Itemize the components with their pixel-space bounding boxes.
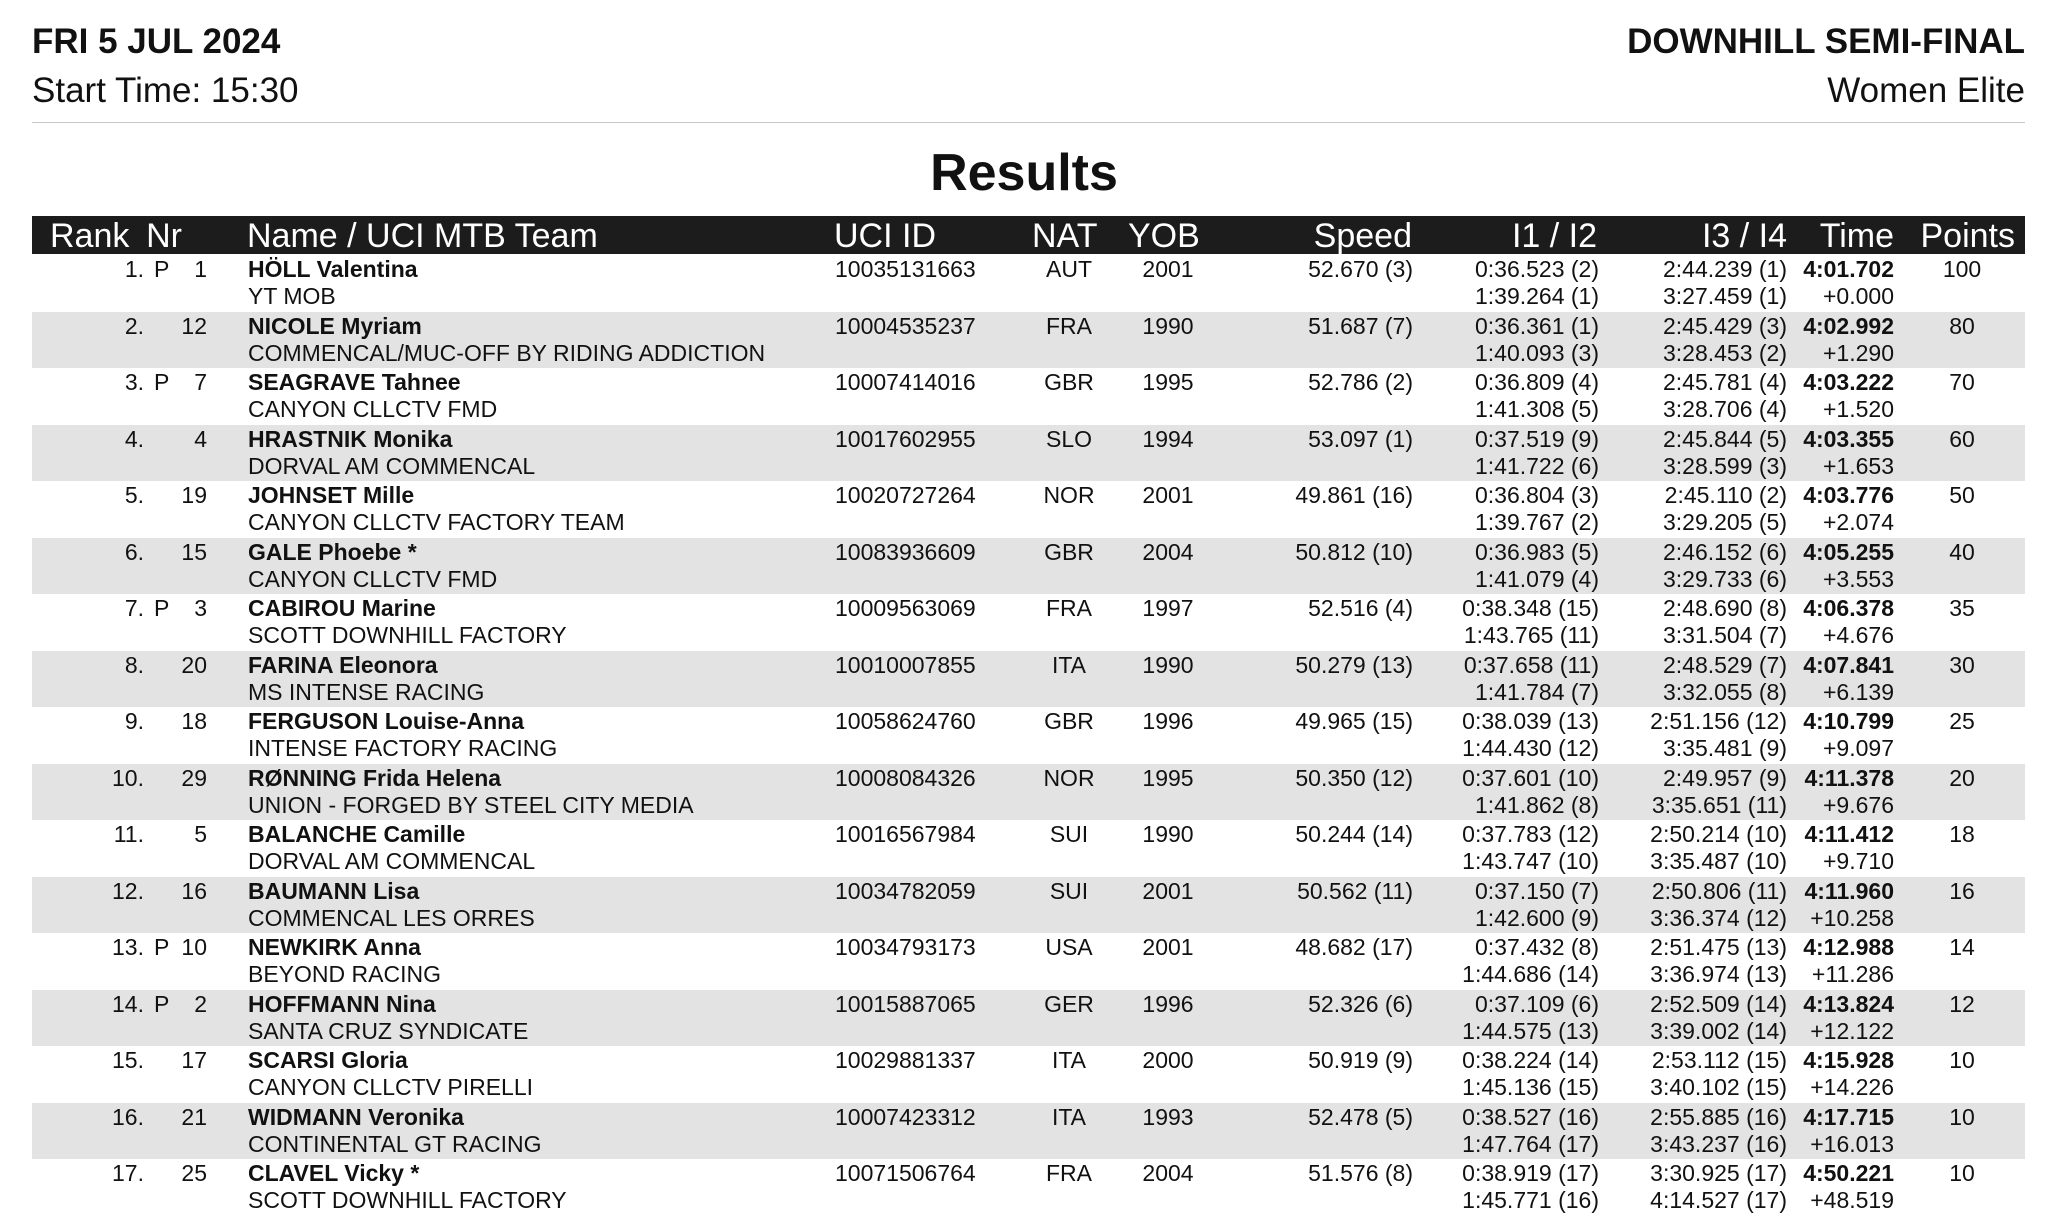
split-i2: 1:44.575 (13) — [1462, 1017, 1599, 1044]
team-name: DORVAL AM COMMENCAL — [248, 848, 536, 874]
split-i4: 3:35.651 (11) — [1651, 791, 1787, 818]
finish-time: 4:50.221 — [1803, 1160, 1894, 1186]
bib-number: 15 — [181, 538, 207, 565]
uci-id: 10058624760 — [835, 708, 976, 734]
year-of-birth: 1993 — [1142, 1103, 1194, 1130]
bib-number: 5 — [194, 821, 207, 847]
bib-number: 3 — [194, 595, 207, 621]
table-row — [32, 368, 2025, 425]
year-of-birth: 1997 — [1142, 595, 1194, 621]
team-name: CANYON CLLCTV PIRELLI — [248, 1074, 534, 1100]
team-name: CANYON CLLCTV FMD — [248, 396, 498, 422]
split-i3: 2:45.844 (5) — [1662, 425, 1787, 452]
bib-number: 20 — [181, 651, 207, 678]
split-i2: 1:43.765 (11) — [1463, 622, 1599, 648]
time-gap: +9.710 — [1823, 848, 1894, 874]
split-i4: 3:43.237 (16) — [1650, 1130, 1787, 1157]
nationality: AUT — [1046, 256, 1092, 282]
nationality: GBR — [1044, 708, 1094, 734]
speed-value: 50.350 (12) — [1295, 764, 1413, 791]
split-i3: 2:45.429 (3) — [1662, 312, 1787, 339]
split-i4: 3:29.733 (6) — [1662, 565, 1787, 592]
split-i1: 0:36.523 (2) — [1474, 256, 1599, 282]
time-gap: +4.676 — [1823, 622, 1894, 648]
rider-name: HÖLL Valentina — [248, 256, 418, 282]
split-i4: 3:27.459 (1) — [1662, 283, 1787, 309]
time-gap: +1.520 — [1823, 396, 1894, 422]
split-i3: 2:45.781 (4) — [1662, 369, 1787, 395]
table-row — [32, 707, 2025, 764]
points-value: 25 — [1949, 708, 1975, 734]
col-name-team: Name / UCI MTB Team — [247, 217, 598, 255]
speed-value: 48.682 (17) — [1295, 934, 1413, 960]
page-title: Results — [930, 144, 1118, 202]
year-of-birth: 1990 — [1142, 312, 1194, 339]
speed-value: 50.244 (14) — [1295, 821, 1413, 847]
finish-time: 4:06.378 — [1803, 595, 1894, 621]
speed-value: 50.812 (10) — [1295, 538, 1413, 565]
split-i2: 1:41.784 (7) — [1474, 678, 1599, 705]
split-i2: 1:41.862 (8) — [1474, 791, 1599, 818]
split-i2: 1:41.079 (4) — [1474, 565, 1599, 592]
points-value: 50 — [1949, 482, 1975, 508]
nationality: NOR — [1043, 482, 1095, 508]
time-gap: +0.000 — [1823, 283, 1894, 309]
finish-time: 4:01.702 — [1803, 256, 1894, 282]
time-gap: +10.258 — [1810, 904, 1894, 931]
split-i4: 3:28.453 (2) — [1662, 339, 1787, 366]
uci-id: 10034782059 — [835, 877, 976, 904]
split-i3: 2:51.475 (13) — [1650, 934, 1787, 960]
split-i2: 1:39.264 (1) — [1474, 283, 1599, 309]
results-table-header — [32, 216, 2025, 254]
rank-cell: 6. — [124, 538, 144, 565]
split-i2: 1:44.686 (14) — [1462, 961, 1599, 987]
points-value: 16 — [1949, 877, 1975, 904]
team-name: MS INTENSE RACING — [248, 678, 485, 705]
table-row — [32, 651, 2025, 708]
team-name: CANYON CLLCTV FMD — [248, 565, 498, 592]
team-name: BEYOND RACING — [248, 961, 441, 987]
col-time: Time — [1819, 217, 1894, 255]
year-of-birth: 2001 — [1142, 482, 1194, 508]
table-row — [32, 820, 2025, 877]
points-value: 80 — [1949, 312, 1975, 339]
time-gap: +12.122 — [1810, 1017, 1894, 1044]
rank-cell: 10. — [112, 764, 144, 791]
rider-name: HOFFMANN Nina — [248, 990, 436, 1017]
team-name: COMMENCAL LES ORRES — [248, 904, 535, 931]
bib-number: 2 — [194, 990, 207, 1017]
rank-cell: 8. — [124, 651, 144, 678]
split-i1: 0:37.519 (9) — [1474, 425, 1599, 452]
time-gap: +16.013 — [1810, 1130, 1894, 1157]
split-i3: 2:49.957 (9) — [1662, 764, 1787, 791]
split-i3: 2:50.214 (10) — [1650, 821, 1787, 847]
time-gap: +3.553 — [1823, 565, 1894, 592]
split-i2: 1:42.600 (9) — [1474, 904, 1599, 931]
split-i4: 3:28.599 (3) — [1662, 452, 1787, 479]
bib-number: 1 — [194, 256, 207, 282]
col-yob: YOB — [1128, 217, 1200, 255]
rider-name: HRASTNIK Monika — [248, 425, 453, 452]
points-value: 14 — [1949, 934, 1975, 960]
split-i2: 1:40.093 (3) — [1474, 339, 1599, 366]
split-i4: 3:28.706 (4) — [1662, 396, 1787, 422]
split-i2: 1:47.764 (17) — [1462, 1130, 1599, 1157]
rank-cell: 13. — [112, 934, 144, 960]
rider-name: FERGUSON Louise-Anna — [248, 708, 525, 734]
speed-value: 52.326 (6) — [1308, 990, 1413, 1017]
points-value: 20 — [1949, 764, 1975, 791]
split-i1: 0:38.919 (17) — [1462, 1160, 1599, 1186]
speed-value: 51.576 (8) — [1308, 1160, 1413, 1186]
time-gap: +14.226 — [1810, 1074, 1894, 1100]
split-i3: 2:50.806 (11) — [1651, 877, 1787, 904]
bib-number: 10 — [181, 934, 207, 960]
finish-time: 4:17.715 — [1803, 1103, 1894, 1130]
header-left — [32, 18, 299, 116]
uci-id: 10016567984 — [835, 821, 976, 847]
split-i1: 0:36.804 (3) — [1474, 482, 1599, 508]
finish-time: 4:07.841 — [1803, 651, 1894, 678]
uci-id: 10010007855 — [835, 651, 976, 678]
rider-name: SEAGRAVE Tahnee — [248, 369, 461, 395]
split-i3: 2:45.110 (2) — [1664, 482, 1787, 508]
table-row — [32, 594, 2025, 651]
time-gap: +1.653 — [1823, 452, 1894, 479]
split-i2: 1:43.747 (10) — [1462, 848, 1599, 874]
rank-cell: 11. — [113, 821, 144, 847]
bib-number: 7 — [194, 369, 207, 395]
uci-id: 10008084326 — [835, 764, 976, 791]
split-i1: 0:38.527 (16) — [1462, 1103, 1599, 1130]
time-gap: +9.676 — [1823, 791, 1894, 818]
col-rank: Rank — [50, 217, 130, 255]
header-divider — [32, 122, 2025, 123]
rider-name: WIDMANN Veronika — [248, 1103, 464, 1130]
split-i1: 0:36.361 (1) — [1474, 312, 1599, 339]
points-value: 30 — [1949, 651, 1975, 678]
year-of-birth: 1996 — [1142, 708, 1194, 734]
nationality: FRA — [1046, 312, 1092, 339]
bib-number: 21 — [181, 1103, 207, 1130]
rider-name: BAUMANN Lisa — [248, 877, 420, 904]
speed-value: 51.687 (7) — [1308, 312, 1413, 339]
table-row — [32, 933, 2025, 990]
split-i4: 3:35.481 (9) — [1662, 735, 1787, 761]
col-uci-id: UCI ID — [834, 217, 936, 255]
rider-name: CABIROU Marine — [248, 595, 436, 621]
split-i2: 1:45.136 (15) — [1462, 1074, 1599, 1100]
nationality: FRA — [1046, 595, 1092, 621]
rider-name: JOHNSET Mille — [248, 482, 415, 508]
points-value: 40 — [1949, 538, 1975, 565]
year-of-birth: 2004 — [1142, 538, 1194, 565]
race-date: FRI 5 JUL 2024 — [32, 22, 281, 61]
points-value: 100 — [1942, 256, 1982, 282]
points-value: 70 — [1949, 369, 1975, 395]
rider-name: CLAVEL Vicky * — [248, 1160, 420, 1186]
split-i3: 2:55.885 (16) — [1650, 1103, 1787, 1130]
split-i1: 0:37.783 (12) — [1462, 821, 1599, 847]
podium-flag: P — [154, 369, 170, 395]
uci-id: 10004535237 — [835, 312, 976, 339]
col-nat: NAT — [1032, 217, 1098, 255]
split-i1: 0:38.039 (13) — [1462, 708, 1599, 734]
table-row — [32, 1159, 2025, 1216]
split-i4: 3:36.974 (13) — [1650, 961, 1787, 987]
rider-name: RØNNING Frida Helena — [248, 764, 502, 791]
rank-cell: 16. — [112, 1103, 144, 1130]
split-i3: 3:30.925 (17) — [1650, 1160, 1787, 1186]
split-i1: 0:37.432 (8) — [1474, 934, 1599, 960]
split-i2: 1:44.430 (12) — [1462, 735, 1599, 761]
split-i4: 3:31.504 (7) — [1662, 622, 1787, 648]
uci-id: 10035131663 — [835, 256, 976, 282]
speed-value: 52.786 (2) — [1308, 369, 1413, 395]
speed-value: 50.279 (13) — [1295, 651, 1413, 678]
rider-name: BALANCHE Camille — [248, 821, 466, 847]
rank-cell: 9. — [124, 708, 144, 734]
split-i1: 0:37.601 (10) — [1462, 764, 1599, 791]
speed-value: 49.965 (15) — [1295, 708, 1413, 734]
nationality: GBR — [1044, 538, 1094, 565]
rider-name: GALE Phoebe * — [248, 538, 417, 565]
split-i1: 0:37.109 (6) — [1474, 990, 1599, 1017]
split-i3: 2:48.529 (7) — [1662, 651, 1787, 678]
split-i1: 0:37.658 (11) — [1463, 651, 1599, 678]
nationality: ITA — [1051, 1103, 1087, 1130]
rank-cell: 17. — [112, 1160, 144, 1186]
uci-id: 10007414016 — [835, 369, 976, 395]
split-i3: 2:48.690 (8) — [1662, 595, 1787, 621]
team-name: COMMENCAL/MUC-OFF BY RIDING ADDICTION — [248, 339, 766, 366]
split-i3: 2:46.152 (6) — [1662, 538, 1787, 565]
rank-cell: 2. — [124, 312, 144, 339]
col-nr: Nr — [146, 217, 182, 255]
podium-flag: P — [154, 934, 170, 960]
split-i4: 3:32.055 (8) — [1662, 678, 1787, 705]
nationality: SUI — [1049, 821, 1089, 847]
split-i4: 3:35.487 (10) — [1650, 848, 1787, 874]
finish-time: 4:11.960 — [1804, 877, 1894, 904]
bib-number: 4 — [194, 425, 207, 452]
header-right — [1627, 18, 2025, 116]
year-of-birth: 1995 — [1142, 764, 1194, 791]
points-value: 18 — [1949, 821, 1975, 847]
rank-cell: 5. — [124, 482, 144, 508]
speed-value: 50.562 (11) — [1297, 877, 1413, 904]
split-i3: 2:51.156 (12) — [1650, 708, 1787, 734]
table-row — [32, 1046, 2025, 1103]
nationality: GER — [1044, 990, 1094, 1017]
rank-cell: 3. — [124, 369, 144, 395]
speed-value: 49.861 (16) — [1295, 482, 1413, 508]
speed-value: 52.478 (5) — [1308, 1103, 1413, 1130]
speed-value: 52.670 (3) — [1308, 256, 1413, 282]
col-speed: Speed — [1313, 217, 1412, 255]
nationality: USA — [1045, 934, 1093, 960]
split-i4: 3:39.002 (14) — [1650, 1017, 1787, 1044]
nationality: NOR — [1043, 764, 1095, 791]
rider-name: NICOLE Myriam — [248, 312, 422, 339]
team-name: YT MOB — [248, 283, 336, 309]
points-value: 10 — [1949, 1047, 1975, 1073]
split-i1: 0:36.983 (5) — [1474, 538, 1599, 565]
year-of-birth: 2001 — [1142, 877, 1194, 904]
bib-number: 19 — [181, 482, 207, 508]
points-value: 10 — [1949, 1103, 1975, 1130]
table-row — [32, 538, 2025, 595]
split-i3: 2:44.239 (1) — [1662, 256, 1787, 282]
speed-value: 50.919 (9) — [1308, 1047, 1413, 1073]
bib-number: 18 — [181, 708, 207, 734]
team-name: INTENSE FACTORY RACING — [248, 735, 558, 761]
rider-name: FARINA Eleonora — [248, 651, 438, 678]
year-of-birth: 2000 — [1142, 1047, 1194, 1073]
col-points: Points — [1920, 217, 2015, 255]
speed-value: 52.516 (4) — [1308, 595, 1413, 621]
rank-cell: 12. — [112, 877, 144, 904]
finish-time: 4:03.222 — [1803, 369, 1894, 395]
finish-time: 4:15.928 — [1803, 1047, 1894, 1073]
year-of-birth: 1990 — [1142, 821, 1194, 847]
finish-time: 4:11.412 — [1804, 821, 1894, 847]
table-row — [32, 764, 2025, 821]
rank-cell: 7. — [124, 595, 144, 621]
table-row — [32, 425, 2025, 482]
team-name: CONTINENTAL GT RACING — [248, 1130, 542, 1157]
finish-time: 4:05.255 — [1803, 538, 1894, 565]
split-i4: 4:14.527 (17) — [1650, 1187, 1787, 1213]
finish-time: 4:12.988 — [1803, 934, 1894, 960]
start-time: Start Time: 15:30 — [32, 71, 299, 110]
split-i4: 3:40.102 (15) — [1650, 1074, 1787, 1100]
split-i2: 1:39.767 (2) — [1474, 509, 1599, 535]
uci-id: 10009563069 — [835, 595, 976, 621]
uci-id: 10083936609 — [835, 538, 976, 565]
results-table-body — [32, 255, 2025, 1216]
nationality: SUI — [1049, 877, 1089, 904]
split-i2: 1:41.308 (5) — [1474, 396, 1599, 422]
time-gap: +11.286 — [1811, 961, 1894, 987]
finish-time: 4:13.824 — [1803, 990, 1894, 1017]
uci-id: 10015887065 — [835, 990, 976, 1017]
bib-number: 17 — [181, 1047, 207, 1073]
year-of-birth: 2001 — [1142, 256, 1194, 282]
podium-flag: P — [154, 990, 170, 1017]
podium-flag: P — [154, 256, 170, 282]
speed-value: 53.097 (1) — [1308, 425, 1413, 452]
finish-time: 4:10.799 — [1803, 708, 1894, 734]
bib-number: 25 — [181, 1160, 207, 1186]
nationality: FRA — [1046, 1160, 1092, 1186]
col-i1-i2: I1 / I2 — [1511, 217, 1597, 255]
rank-cell: 15. — [112, 1047, 144, 1073]
time-gap: +1.290 — [1823, 339, 1894, 366]
team-name: SANTA CRUZ SYNDICATE — [248, 1017, 529, 1044]
split-i2: 1:41.722 (6) — [1474, 452, 1599, 479]
table-row — [32, 877, 2025, 934]
points-value: 35 — [1949, 595, 1975, 621]
team-name: SCOTT DOWNHILL FACTORY — [248, 1187, 567, 1213]
nationality: ITA — [1051, 651, 1087, 678]
podium-flag: P — [154, 595, 170, 621]
rank-cell: 1. — [124, 256, 144, 282]
finish-time: 4:03.355 — [1803, 425, 1894, 452]
split-i1: 0:38.348 (15) — [1462, 595, 1599, 621]
points-value: 10 — [1949, 1160, 1975, 1186]
points-value: 60 — [1949, 425, 1975, 452]
table-row — [32, 312, 2025, 369]
table-row — [32, 1103, 2025, 1160]
uci-id: 10034793173 — [835, 934, 976, 960]
team-name: SCOTT DOWNHILL FACTORY — [248, 622, 567, 648]
nationality: SLO — [1045, 425, 1093, 452]
team-name: CANYON CLLCTV FACTORY TEAM — [248, 509, 625, 535]
bib-number: 12 — [181, 312, 207, 339]
split-i1: 0:37.150 (7) — [1474, 877, 1599, 904]
rank-cell: 14. — [112, 990, 144, 1017]
event-name: DOWNHILL SEMI-FINAL — [1627, 22, 2025, 61]
split-i3: 2:53.112 (15) — [1651, 1047, 1787, 1073]
table-row — [32, 255, 2025, 312]
time-gap: +48.519 — [1810, 1187, 1894, 1213]
rider-name: SCARSI Gloria — [248, 1047, 408, 1073]
category-name: Women Elite — [1827, 71, 2025, 110]
team-name: UNION - FORGED BY STEEL CITY MEDIA — [248, 791, 694, 818]
split-i3: 2:52.509 (14) — [1650, 990, 1787, 1017]
team-name: DORVAL AM COMMENCAL — [248, 452, 536, 479]
year-of-birth: 1995 — [1142, 369, 1194, 395]
split-i1: 0:38.224 (14) — [1462, 1047, 1599, 1073]
bib-number: 29 — [181, 764, 207, 791]
finish-time: 4:02.992 — [1803, 312, 1894, 339]
points-value: 12 — [1949, 990, 1975, 1017]
year-of-birth: 1990 — [1142, 651, 1194, 678]
time-gap: +6.139 — [1823, 678, 1894, 705]
year-of-birth: 2001 — [1142, 934, 1194, 960]
uci-id: 10020727264 — [835, 482, 976, 508]
split-i1: 0:36.809 (4) — [1474, 369, 1599, 395]
bib-number: 16 — [181, 877, 207, 904]
uci-id: 10071506764 — [835, 1160, 976, 1186]
table-row — [32, 990, 2025, 1047]
finish-time: 4:11.378 — [1804, 764, 1894, 791]
rank-cell: 4. — [124, 425, 144, 452]
time-gap: +2.074 — [1823, 509, 1894, 535]
uci-id: 10029881337 — [835, 1047, 976, 1073]
rider-name: NEWKIRK Anna — [248, 934, 421, 960]
col-i3-i4: I3 / I4 — [1701, 217, 1787, 255]
table-row — [32, 481, 2025, 538]
uci-id: 10007423312 — [835, 1103, 976, 1130]
uci-id: 10017602955 — [835, 425, 976, 452]
split-i4: 3:29.205 (5) — [1662, 509, 1787, 535]
year-of-birth: 1994 — [1142, 425, 1194, 452]
nationality: GBR — [1044, 369, 1094, 395]
year-of-birth: 1996 — [1142, 990, 1194, 1017]
finish-time: 4:03.776 — [1803, 482, 1894, 508]
split-i4: 3:36.374 (12) — [1650, 904, 1787, 931]
nationality: ITA — [1051, 1047, 1087, 1073]
year-of-birth: 2004 — [1142, 1160, 1194, 1186]
time-gap: +9.097 — [1823, 735, 1894, 761]
split-i2: 1:45.771 (16) — [1462, 1187, 1599, 1213]
